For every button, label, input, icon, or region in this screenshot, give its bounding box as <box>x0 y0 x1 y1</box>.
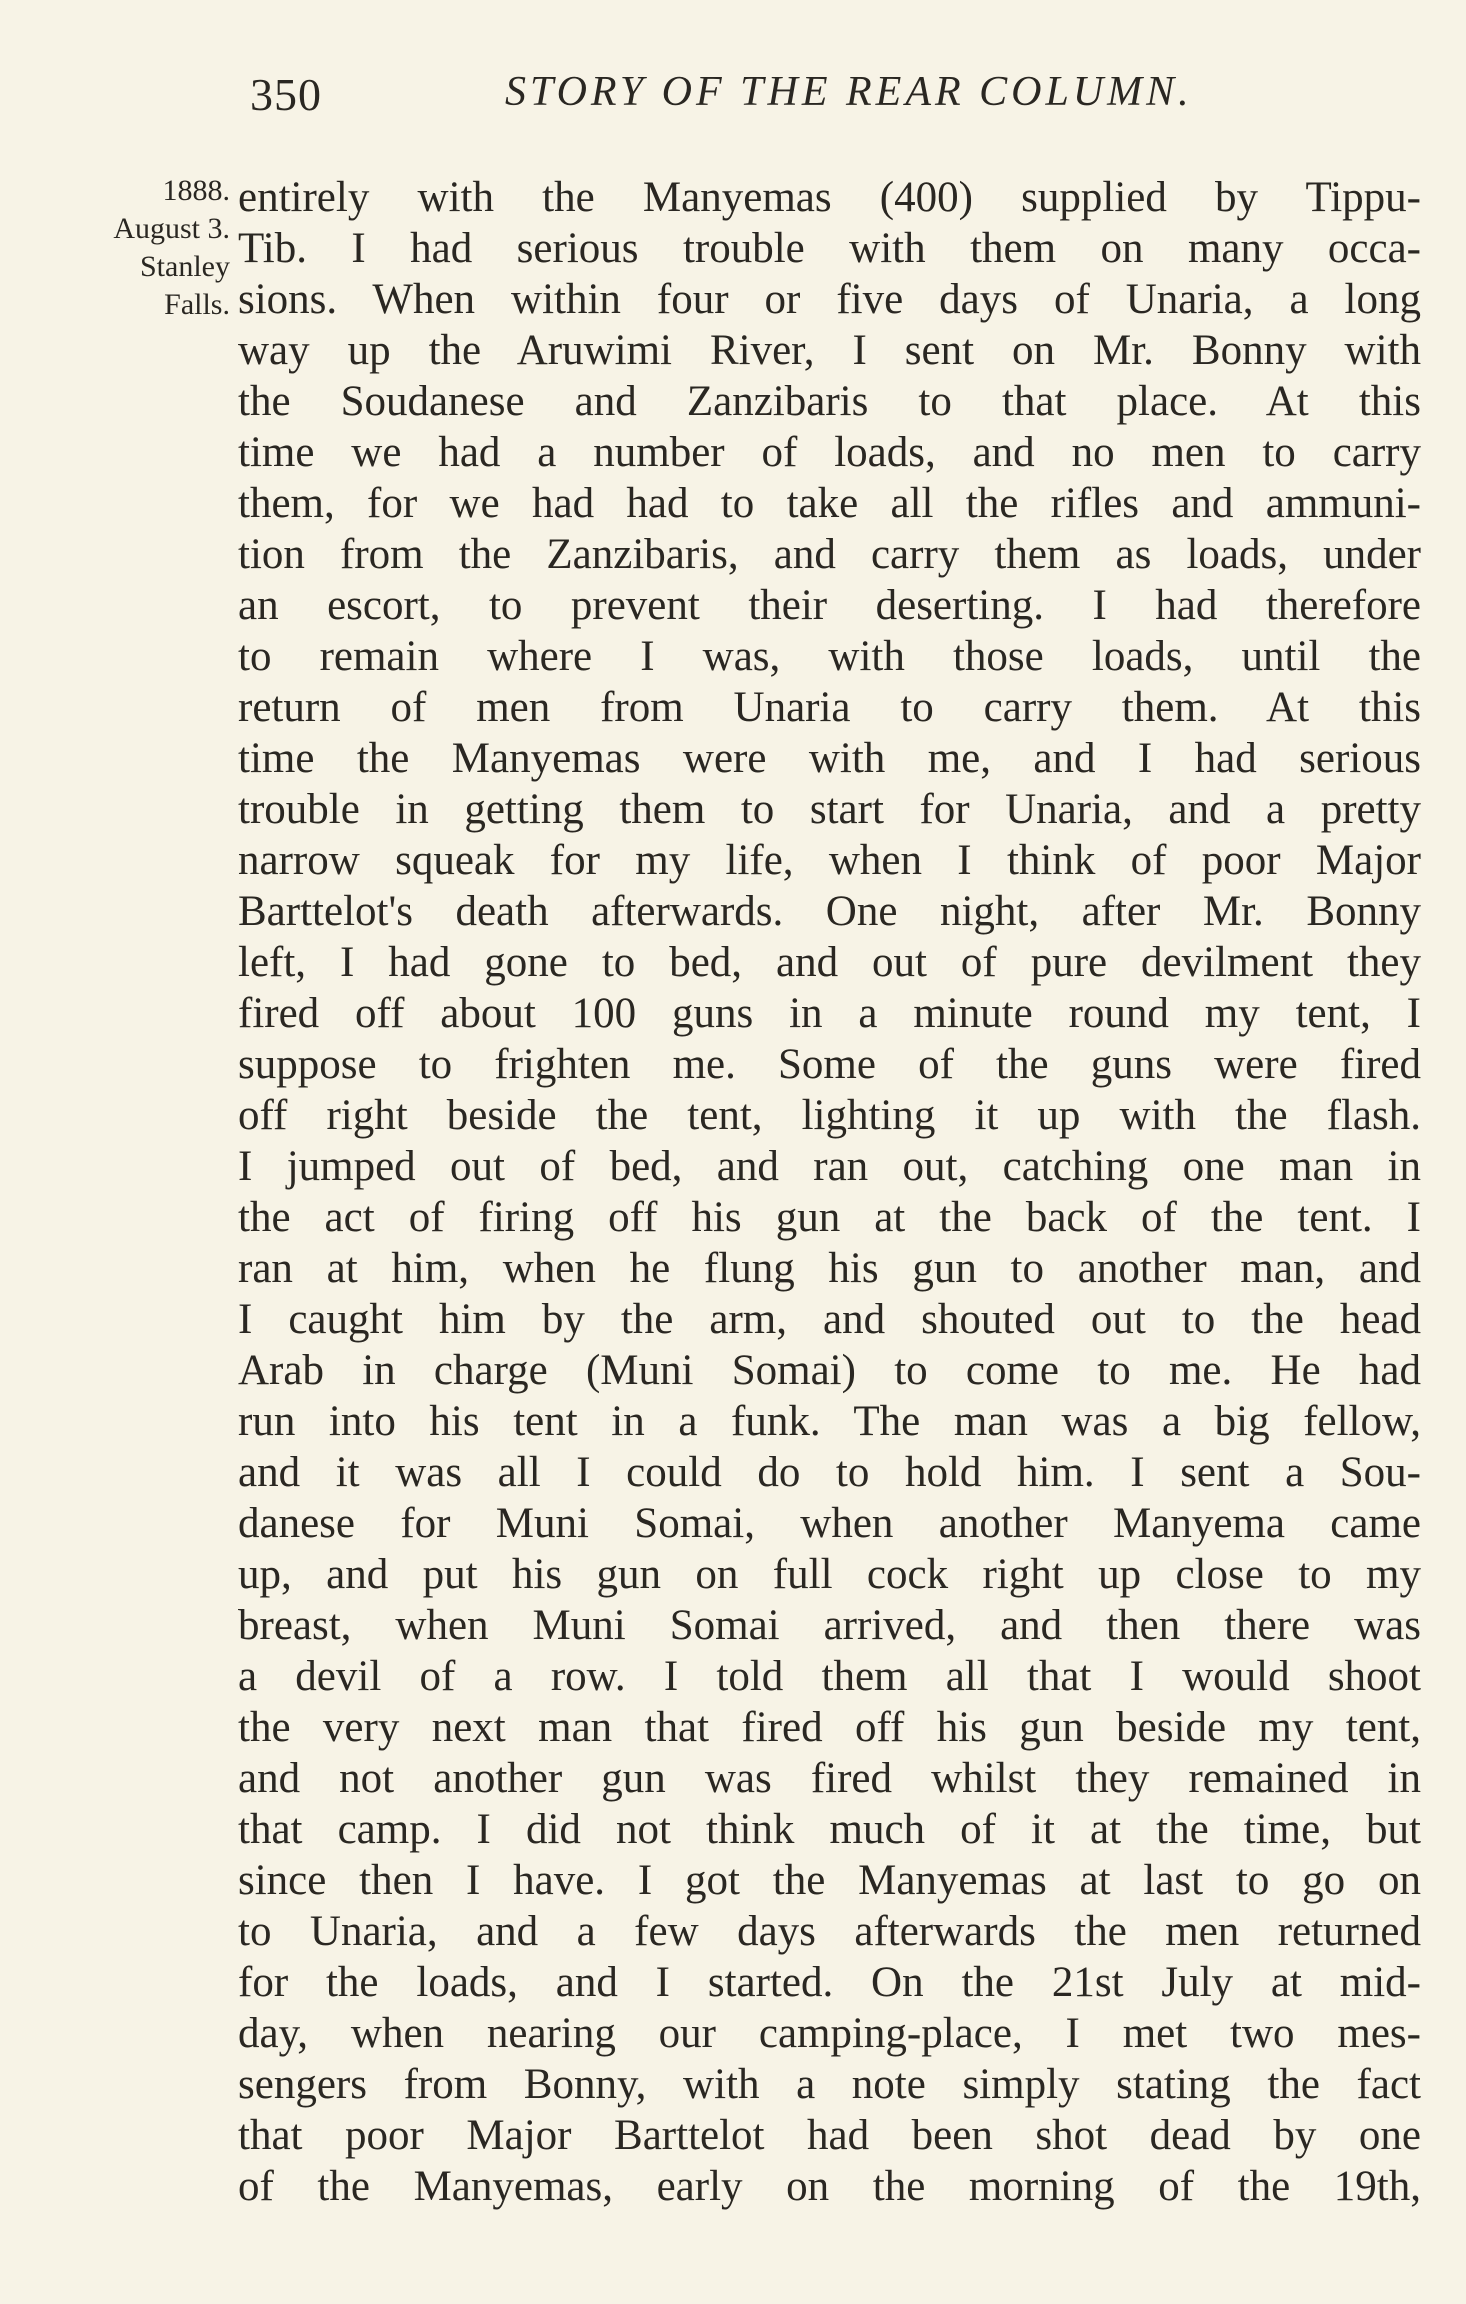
text-line: up, and put his gun on full cock right up close to my <box>238 1551 1421 1598</box>
text-line: that poor Major Barttelot had been shot dead by one <box>238 2112 1421 2159</box>
text-line: a devil of a row. I told them all that I would shoot <box>238 1653 1421 1700</box>
text-line: for the loads, and I started. On the 21st July at mid- <box>238 1959 1421 2006</box>
text-line: way up the Aruwimi River, I sent on Mr. Bonny with <box>238 327 1421 374</box>
text-line: off right beside the tent, lighting it up with the flash. <box>238 1092 1421 1139</box>
text-line: suppose to frighten me. Some of the guns were fired <box>238 1041 1421 1088</box>
text-line: I jumped out of bed, and ran out, catching one man in <box>238 1143 1421 1190</box>
text-line: tion from the Zanzibaris, and carry them as loads, under <box>238 531 1421 578</box>
text-line: day, when nearing our camping-place, I met two mes- <box>238 2010 1421 2057</box>
text-line: an escort, to prevent their deserting. I had therefore <box>238 582 1421 629</box>
text-line: trouble in getting them to start for Unaria, and a pretty <box>238 786 1421 833</box>
text-line: and it was all I could do to hold him. I sent a Sou- <box>238 1449 1421 1496</box>
text-line: Tib. I had serious trouble with them on many occa- <box>238 225 1421 272</box>
page-number: 350 <box>250 69 322 120</box>
text-line: Barttelot's death afterwards. One night, after Mr. Bonny <box>238 888 1421 935</box>
text-line: fired off about 100 guns in a minute round my tent, I <box>238 990 1421 1037</box>
text-line: them, for we had had to take all the rifles and ammuni- <box>238 480 1421 527</box>
text-line: entirely with the Manyemas (400) supplied by Tippu- <box>238 174 1421 221</box>
text-line: of the Manyemas, early on the morning of the 19th, <box>238 2163 1421 2210</box>
margin-note-place: Falls. <box>164 288 230 321</box>
text-line: Arab in charge (Muni Somai) to come to me. He had <box>238 1347 1421 1394</box>
margin-note-date: August 3. <box>113 212 230 245</box>
text-line: to Unaria, and a few days afterwards the men returned <box>238 1908 1421 1955</box>
text-line: run into his tent in a funk. The man was a big fellow, <box>238 1398 1421 1445</box>
text-line: return of men from Unaria to carry them. At this <box>238 684 1421 731</box>
text-line: ran at him, when he flung his gun to another man, and <box>238 1245 1421 1292</box>
text-line: time we had a number of loads, and no men to carry <box>238 429 1421 476</box>
text-line: to remain where I was, with those loads, until the <box>238 633 1421 680</box>
margin-note-place: Stanley <box>140 250 230 283</box>
text-line: time the Manyemas were with me, and I had serious <box>238 735 1421 782</box>
text-line: the act of firing off his gun at the back of the tent. I <box>238 1194 1421 1241</box>
page-header <box>250 68 1250 128</box>
text-line: sengers from Bonny, with a note simply stating the fact <box>238 2061 1421 2108</box>
text-line: I caught him by the arm, and shouted out to the head <box>238 1296 1421 1343</box>
body-text <box>238 172 1421 2212</box>
text-line: the Soudanese and Zanzibaris to that place. At this <box>238 378 1421 425</box>
text-line: narrow squeak for my life, when I think of poor Major <box>238 837 1421 884</box>
text-line: the very next man that fired off his gun beside my tent, <box>238 1704 1421 1751</box>
text-line: since then I have. I got the Manyemas at last to go on <box>238 1857 1421 1904</box>
text-line: and not another gun was fired whilst they remained in <box>238 1755 1421 1802</box>
running-title: STORY OF THE REAR COLUMN. <box>505 69 1193 115</box>
text-line: sions. When within four or five days of Unaria, a long <box>238 276 1421 323</box>
text-line: danese for Muni Somai, when another Manyema came <box>238 1500 1421 1547</box>
text-line: that camp. I did not think much of it at the time, but <box>238 1806 1421 1853</box>
text-line: left, I had gone to bed, and out of pure devilment they <box>238 939 1421 986</box>
text-line: breast, when Muni Somai arrived, and then there was <box>238 1602 1421 1649</box>
margin-note <box>70 172 230 324</box>
margin-note-year: 1888. <box>162 174 230 207</box>
